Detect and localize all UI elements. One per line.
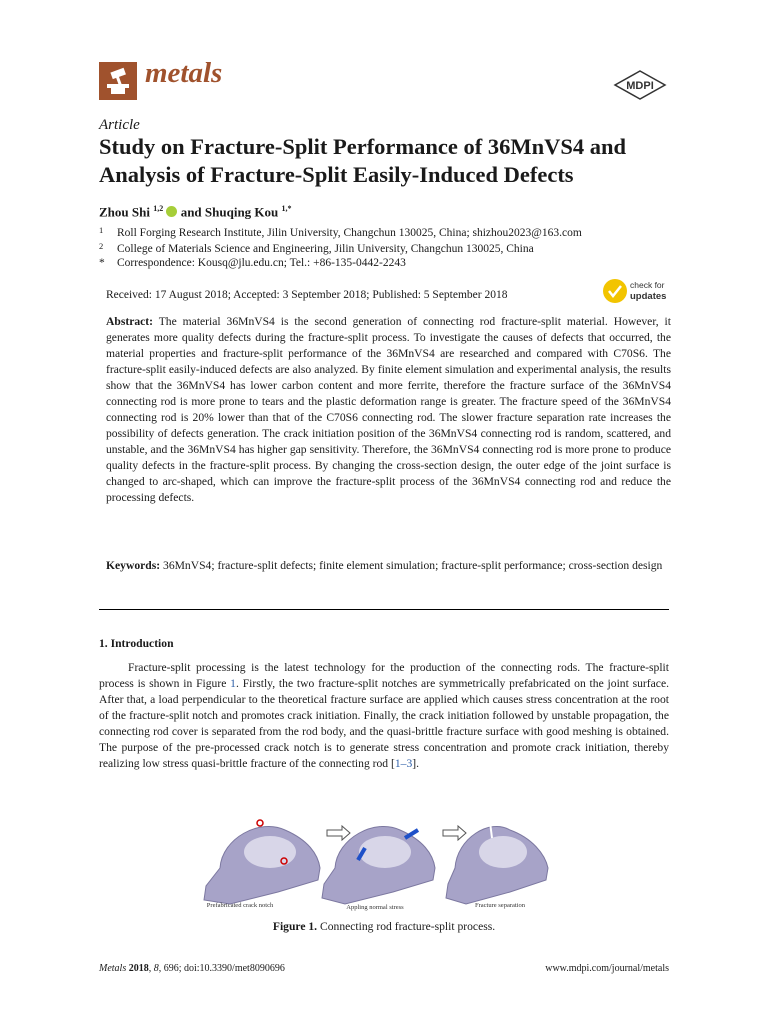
keywords-label: Keywords: [106,559,161,572]
correspondence [99,257,406,269]
section-heading: 1. Introduction [99,637,174,650]
figure-1-image [200,808,570,916]
mdpi-logo [612,70,668,100]
footer-citation: Metals 2018, 8, 696; doi:10.3390/met8090696 [99,963,285,974]
journal-logo [99,62,137,100]
connecting-rod-prefabricated [204,820,320,904]
orcid-icon[interactable] [166,206,177,217]
affiliation-marker: 2 [99,241,104,251]
journal-name: metals [145,57,223,89]
figure-caption-label: Figure 1. [272,920,318,933]
keywords [106,558,671,574]
panel-label: Appling normal stress [346,904,404,911]
author-affiliation-marker: 1,* [281,204,292,213]
author-name[interactable]: Shuqing Kou [204,204,279,220]
intro-text: . Firstly, the two fracture-split notches are symmetrically prefabricated on the joint surface. After that, a load perpendicular to the theoretical fracture surface are applied which causes stress concentration at the root of the fracture-split notch and promotes crack initiation. Finally, the crack initiation followed by unstable propagation, the connecting rod cover is separated from the rod body, and the quasi-brittle fracture surface with good meshing is obtained. The purpose of the pre-processed crack notch is to generate stress concentration and promote crack initiation, thereby realizing low stress quasi-brittle fracture of the connecting rod [ [99,677,669,770]
affiliation [99,241,534,255]
correspondence-text[interactable]: Correspondence: Kousq@jlu.edu.cn; Tel.: +86-135-0442-2243 [117,257,406,269]
abstract-text: The material 36MnVS4 is the second generation of connecting rod fracture-split material. However, it generates more quality defects during the fracture-split process. To investigate the causes of defects that occurred, the material properties and fracture-split performance of the 36MnVS4 are researched and compared with C70S6. The fracture-split easily-induced defects are also analyzed. By finite element simulation and experimental analysis, the results show that the 36MnVS4 has lower carbon content and more ferrite, therefore the fracture surface of the 36MnVS4 connecting rod is more prone to tears and the plastic deformation range is greater. The fracture speed of the 36MnVS4 connecting rod is 20% lower than that of the C70S6 connecting rod. The slower fracture separation rate increases the possibility of defects generation. The crack initiation position of the 36MnVS4 connecting rod is random, scattered, and unstable, and the 36MnVS4 has higher gap sensitivity. Therefore, the 36MnVS4 connecting rod is more prone to produce quality defects in the fracture-split process. By changing the cross-section design, the outer edge of the joint surface is changed to arc-shaped, which can improve the fracture-split process of the 36MnVS4 connecting rod and reduce the processing defects. [106,315,671,504]
introduction-paragraph [99,660,669,772]
abstract [106,314,671,506]
publication-dates: Received: 17 August 2018; Accepted: 3 September 2018; Published: 5 September 2018 [106,289,508,301]
footer-year: 2018 [128,963,149,974]
footer-doi[interactable]: , 696; doi:10.3390/met8090696 [158,963,285,974]
panel-label: Prefabricated crack notch [206,902,274,909]
affiliation-text: College of Materials Science and Engineering, Jilin University, Changchun 130025, China [117,243,534,255]
correspondence-marker: * [99,257,105,269]
author-list [99,204,292,220]
figure-caption [0,920,768,933]
affiliation-marker: 1 [99,225,104,235]
check-updates-line2: updates [630,291,667,302]
figure-caption-text: Connecting rod fracture-split process. [320,920,496,933]
check-updates-line1: check for [630,280,665,290]
intro-text: ]. [412,757,420,770]
affiliation [99,225,582,239]
check-updates-icon [603,279,627,303]
affiliation-text: Roll Forging Research Institute, Jilin University, Changchun 130025, China; shizhou2023@163.com [117,227,582,239]
connecting-rod-loading [322,826,435,904]
article-type: Article [99,117,140,133]
mdpi-logo-text: MDPI [626,80,654,92]
footer-url[interactable]: www.mdpi.com/journal/metals [545,963,669,974]
figure-reference-link[interactable]: 1 [230,677,236,690]
author-affiliation-marker: 1,2 [153,204,164,213]
process-arrow-icon [327,826,350,840]
author-name[interactable]: Zhou Shi [99,204,150,220]
footer-journal: Metals [99,963,127,974]
citation-link[interactable]: 1–3 [394,757,413,770]
author-connector: and [180,204,202,220]
article-title: Study on Fracture-Split Performance of 36MnVS4 and Analysis of Fracture-Split Easily-Induced Defects [99,134,627,187]
footer-volume: 8 [153,963,159,974]
process-arrow-icon [443,826,466,840]
panel-label: Fracture separation [475,902,525,909]
divider [99,609,669,610]
intro-text: Fracture-split processing is the latest technology for the production of the connecting rods. The fracture-split process is shown in Figure [99,661,669,690]
keywords-text: 36MnVS4; fracture-split defects; finite element simulation; fracture-split performance; cross-section design [163,559,663,572]
abstract-label: Abstract: [106,315,154,328]
check-for-updates-badge[interactable] [602,276,682,306]
